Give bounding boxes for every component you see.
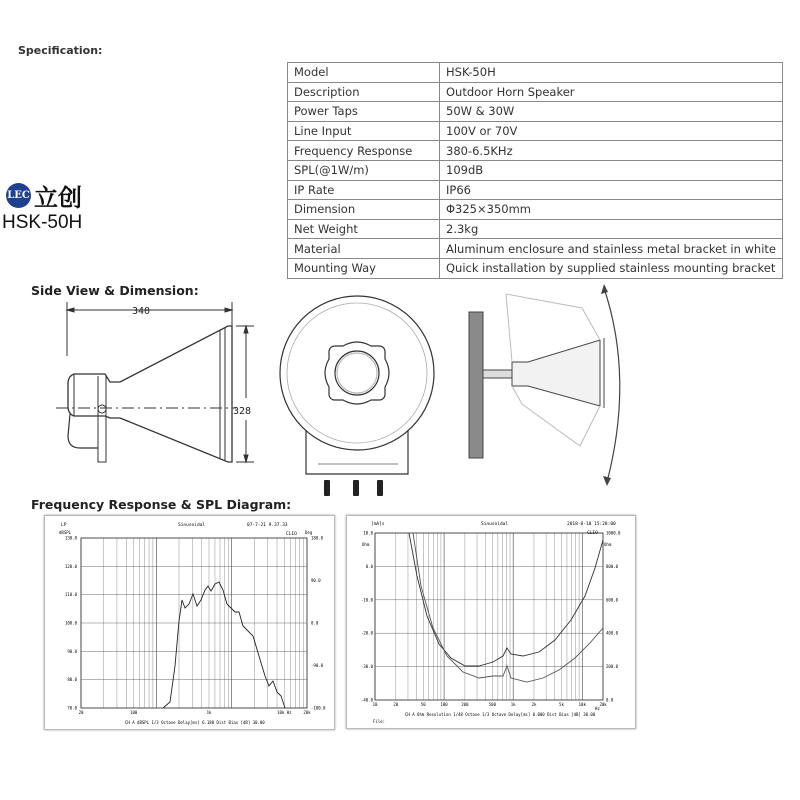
- spec-key: Frequency Response: [288, 141, 440, 161]
- g1-y-label: 110.0: [64, 592, 77, 598]
- spec-key: Mounting Way: [288, 258, 440, 278]
- g1-y-right-label: 0.0: [311, 620, 319, 626]
- g2-x-label: 20k: [599, 702, 607, 707]
- spec-row: [288, 200, 783, 220]
- g1-y-label: 100.0: [64, 620, 77, 626]
- spec-key: Net Weight: [288, 219, 440, 239]
- mounting-screws: [324, 480, 383, 496]
- g2-x-label: 10: [372, 702, 378, 707]
- dim-height-label: 328: [233, 406, 252, 417]
- g2-y-label: -40.0: [360, 697, 373, 703]
- g2-x-label: 100: [440, 702, 448, 707]
- g1-y-label: 130.0: [64, 535, 77, 541]
- spec-value: 100V or 70V: [440, 121, 783, 141]
- g1-date: 07-7-21 9.37.33: [247, 523, 288, 528]
- g1-y-label: 70.0: [67, 705, 77, 711]
- spec-key: Material: [288, 239, 440, 259]
- g2-title: Sinusoidal: [481, 522, 509, 527]
- phase-curve: [413, 533, 603, 682]
- g1-y-label: 80.0: [67, 677, 77, 683]
- brand-name: 立创: [34, 184, 82, 212]
- g1-x-label: 10k Hz: [277, 710, 292, 715]
- spec-key: SPL(@1W/m): [288, 160, 440, 180]
- spec-value: Aluminum enclosure and stainless metal bracket in white: [440, 239, 783, 259]
- g1-unit-left: dBSPL: [59, 530, 72, 535]
- g2-x-label: 10k: [578, 702, 586, 707]
- spec-value: HSK-50H: [440, 63, 783, 83]
- spec-row: [288, 160, 783, 180]
- frequency-heading: Frequency Response & SPL Diagram:: [31, 497, 292, 512]
- g2-y-label: -10.0: [360, 597, 373, 603]
- g2-y-right-label: 1000.0: [606, 530, 621, 536]
- g2-x-unit: Hz: [595, 706, 600, 711]
- brand-logo-text: LEC: [7, 190, 30, 201]
- spec-row: [288, 82, 783, 102]
- mounting-swing-drawing: [462, 278, 632, 494]
- brand-model: HSK-50H: [2, 212, 83, 233]
- g2-y-right-label: 600.0: [606, 597, 619, 603]
- spec-key: Description: [288, 82, 440, 102]
- spec-value: 50W & 30W: [440, 102, 783, 122]
- g2-y-right-label: 800.0: [606, 563, 619, 569]
- spec-value: Φ325×350mm: [440, 200, 783, 220]
- g2-footer: CH A Ohm Resolution 1/48 Octave 1/3 Octave Delay[ms] 0.000 Dist Bias [dB] 30.00: [405, 712, 596, 717]
- spec-row: [288, 63, 783, 83]
- dim-length-label: 340: [132, 306, 151, 317]
- g2-x-label: 20: [393, 702, 399, 707]
- g2-y-label: 0.0: [365, 563, 373, 569]
- g1-footer: CH A dBSPL 1/3 Octave Delay[ms] 6.188 Dist Bias [dB] 30.00: [125, 720, 265, 725]
- g1-y-label: 90.0: [67, 648, 77, 654]
- g1-x-label: 20: [78, 710, 84, 715]
- spec-row: [288, 141, 783, 161]
- impedance-graph: [346, 515, 636, 729]
- g1-title: Sinusoidal: [178, 523, 206, 528]
- spec-value: 2.3kg: [440, 219, 783, 239]
- spec-row: [288, 102, 783, 122]
- spec-value: 380-6.5KHz: [440, 141, 783, 161]
- g1-x-label: 100: [130, 710, 138, 715]
- g2-y-right-label: 400.0: [606, 630, 619, 636]
- g2-x-label: 200: [461, 702, 469, 707]
- g2-tag: CLIO: [587, 531, 598, 536]
- g1-y-right-label: 90.0: [311, 578, 321, 583]
- g1-top-left: LP: [61, 523, 67, 528]
- spec-key: Power Taps: [288, 102, 440, 122]
- g2-y-label: 10.0: [363, 530, 373, 536]
- g1-y-right-label: -180.0: [311, 705, 326, 711]
- g1-tag: CLIO: [286, 532, 297, 537]
- brand-block: [6, 178, 82, 213]
- g2-y-right-label: 0.0: [606, 697, 614, 703]
- spec-value: 109dB: [440, 160, 783, 180]
- g2-unit-left: Ohm: [362, 542, 370, 547]
- spec-value: Quick installation by supplied stainless mounting bracket: [440, 258, 783, 278]
- g1-x-label: 1k: [206, 710, 212, 715]
- spec-row: [288, 121, 783, 141]
- g1-y-label: 120.0: [64, 563, 77, 569]
- specification-heading: Specification:: [18, 44, 103, 57]
- g1-unit-right: Deg: [305, 530, 313, 535]
- g2-x-label: 5k: [559, 702, 564, 707]
- front-view-drawing: [278, 294, 442, 500]
- g2-y-label: -20.0: [360, 630, 373, 636]
- g2-x-label: 1k: [510, 702, 516, 707]
- spec-value: Outdoor Horn Speaker: [440, 82, 783, 102]
- g2-x-label: 500: [488, 702, 497, 707]
- spec-row: [288, 180, 783, 200]
- g2-footer-left: File:: [373, 719, 386, 724]
- spec-row: [288, 239, 783, 259]
- spec-key: IP Rate: [288, 180, 440, 200]
- g1-y-right-label: -90.0: [311, 663, 324, 668]
- brand-logo: [6, 183, 31, 208]
- spec-row: [288, 219, 783, 239]
- spec-key: Dimension: [288, 200, 440, 220]
- side-profile-drawing: [50, 296, 260, 476]
- g1-x-label: 20k: [303, 710, 311, 715]
- g2-y-right-label: 200.0: [606, 664, 619, 670]
- frequency-response-graph: [44, 515, 335, 730]
- g2-y-label: -30.0: [360, 664, 373, 670]
- g2-x-label: 50: [420, 702, 426, 707]
- g2-date: 2018-8-10 15:28:00: [567, 522, 616, 527]
- impedance-curve: [409, 533, 603, 666]
- spec-table: [287, 62, 783, 279]
- g1-y-right-label: 180.0: [311, 535, 324, 541]
- g2-unit-right: Ohm: [604, 542, 612, 547]
- spec-row: [288, 258, 783, 278]
- spec-key: Model: [288, 63, 440, 83]
- g2-top-left: [mA]s: [371, 522, 385, 527]
- frequency-response-curve: [163, 582, 285, 708]
- g2-x-label: 2k: [531, 702, 537, 707]
- side-view-heading: Side View & Dimension:: [31, 283, 199, 298]
- spec-key: Line Input: [288, 121, 440, 141]
- spec-value: IP66: [440, 180, 783, 200]
